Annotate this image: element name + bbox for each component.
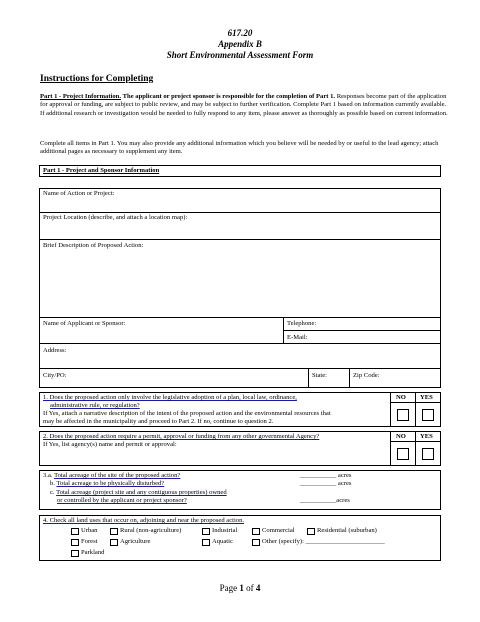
email-label: E-Mail: <box>287 334 308 341</box>
state-label: State: <box>312 372 328 379</box>
q3-c-prefix: c. <box>50 489 55 496</box>
q3-b-prefix: b. <box>50 480 55 487</box>
commercial-label: Commercial <box>262 527 295 534</box>
page-word: Page <box>219 583 238 593</box>
part1-details: Responses become part of the application for approval or funding, are subject to public review, and may be subject to further verification. Complete Part 1 based on information currently available. If additional research or investigation would be needed to fully respond to any item, please answer as thoroughly as possible based on current information. <box>40 93 448 117</box>
commercial-checkbox[interactable] <box>252 528 260 535</box>
section-number: 617.20 <box>227 28 253 38</box>
instructions-heading: Instructions for Completing <box>40 74 154 84</box>
q3-a-acres-field[interactable]: ___________ acres <box>300 472 352 479</box>
appendix-label: Appendix B <box>218 39 262 49</box>
q1-no-checkbox[interactable] <box>397 409 409 421</box>
form-title: Short Environmental Assessment Form <box>166 50 314 60</box>
address-field[interactable] <box>39 343 441 369</box>
residential-checkbox[interactable] <box>307 528 315 535</box>
instructions-paragraph-1 <box>40 93 450 118</box>
instructions-paragraph-2: Complete all items in Part 1. You may also provide any additional information which you believe will be needed by or useful to the lead agency; attach additional pages as necessary to supplement any item. <box>40 140 439 156</box>
other-checkbox[interactable] <box>252 539 260 546</box>
page-footer <box>0 583 480 593</box>
q3-c-text-1: Total acreage (project site and any contiguous properties) owned <box>56 489 227 496</box>
q2-no-label: NO <box>396 433 406 440</box>
q1-yes-label: YES <box>420 394 433 401</box>
q3-c-text-2: or controlled by the applicant or project sponsor? <box>57 497 187 504</box>
industrial-label: Industrial <box>212 527 238 534</box>
rural-checkbox[interactable] <box>110 528 118 535</box>
q1-text-a: 1. Does the proposed action only involve the legislative adoption of a plan, local law, ordinance, <box>43 394 297 401</box>
q1-divider <box>390 402 441 403</box>
q2-yes-label: YES <box>420 433 433 440</box>
q1-text-b: administrative rule, or regulation? <box>50 402 140 409</box>
agriculture-label: Agriculture <box>120 538 151 545</box>
aquatic-checkbox[interactable] <box>202 539 210 546</box>
q3-a-prefix: 3.a. <box>43 472 53 479</box>
parkland-checkbox[interactable] <box>71 550 79 557</box>
other-label[interactable]: Other (specify): ________________________ <box>262 538 385 545</box>
q2-no-checkbox[interactable] <box>397 448 409 460</box>
address-label: Address: <box>43 347 67 354</box>
city-label: City/PO: <box>43 372 67 379</box>
q1-yes-checkbox[interactable] <box>422 409 434 421</box>
project-location-label: Project Location (describe, and attach a location map): <box>43 214 188 221</box>
part1-title: Part 1 - Project and Sponsor Information <box>43 167 160 174</box>
q3-c-acres-field[interactable]: ___________acres <box>300 497 350 504</box>
q3-a-text: Total acreage of the site of the proposed action? <box>54 472 181 479</box>
brief-description-label: Brief Description of Proposed Action: <box>43 242 144 249</box>
q1-note-a: If Yes, attach a narrative description of the intent of the proposed action and the environmental resources that <box>43 410 331 417</box>
page-total: 4 <box>255 583 261 593</box>
residential-label: Residential (suburban) <box>317 527 377 534</box>
q4-text: 4. Check all land uses that occur on, adjoining and near the proposed action. <box>43 517 245 524</box>
q1-note-b: may be affected in the municipality and proceed to Part 2. If no, continue to question 2. <box>43 418 274 425</box>
applicant-name-label: Name of Applicant or Sponsor: <box>43 320 126 327</box>
brief-description-field[interactable] <box>39 239 441 318</box>
page-number: 1 <box>239 583 244 593</box>
part1-responsibility: The applicant or project sponsor is responsible for the completion of Part 1. <box>122 93 336 100</box>
agriculture-checkbox[interactable] <box>110 539 118 546</box>
q2-text: 2. Does the proposed action require a permit, approval or funding from any other governmental Agency? <box>43 433 320 440</box>
q2-divider <box>415 431 416 466</box>
q2-yes-checkbox[interactable] <box>422 448 434 460</box>
q3-b-text: Total acreage to be physically disturbed? <box>56 480 165 487</box>
part1-lead: Part 1 - Project Information. <box>40 93 121 100</box>
q2-note: If Yes, list agency(s) name and permit or approval: <box>43 441 177 448</box>
city-field[interactable] <box>39 368 309 388</box>
of-word: of <box>246 583 254 593</box>
q2-divider <box>390 431 391 466</box>
forest-label: Forest <box>81 538 98 545</box>
parkland-label: Parkland <box>81 549 105 556</box>
urban-label: Urban <box>81 527 98 534</box>
q1-no-label: NO <box>396 394 406 401</box>
industrial-checkbox[interactable] <box>202 528 210 535</box>
q3-b-acres-field[interactable]: ___________ acres <box>300 480 352 487</box>
rural-label: Rural (non-agriculture) <box>120 527 182 534</box>
zip-label: Zip Code: <box>353 372 380 379</box>
q1-divider <box>390 392 391 427</box>
urban-checkbox[interactable] <box>71 528 79 535</box>
q1-divider <box>415 392 416 427</box>
telephone-label: Telephone: <box>287 320 317 327</box>
q2-divider <box>390 441 441 442</box>
forest-checkbox[interactable] <box>71 539 79 546</box>
name-of-action-label: Name of Action or Project: <box>43 190 115 197</box>
aquatic-label: Aquatic <box>212 538 233 545</box>
